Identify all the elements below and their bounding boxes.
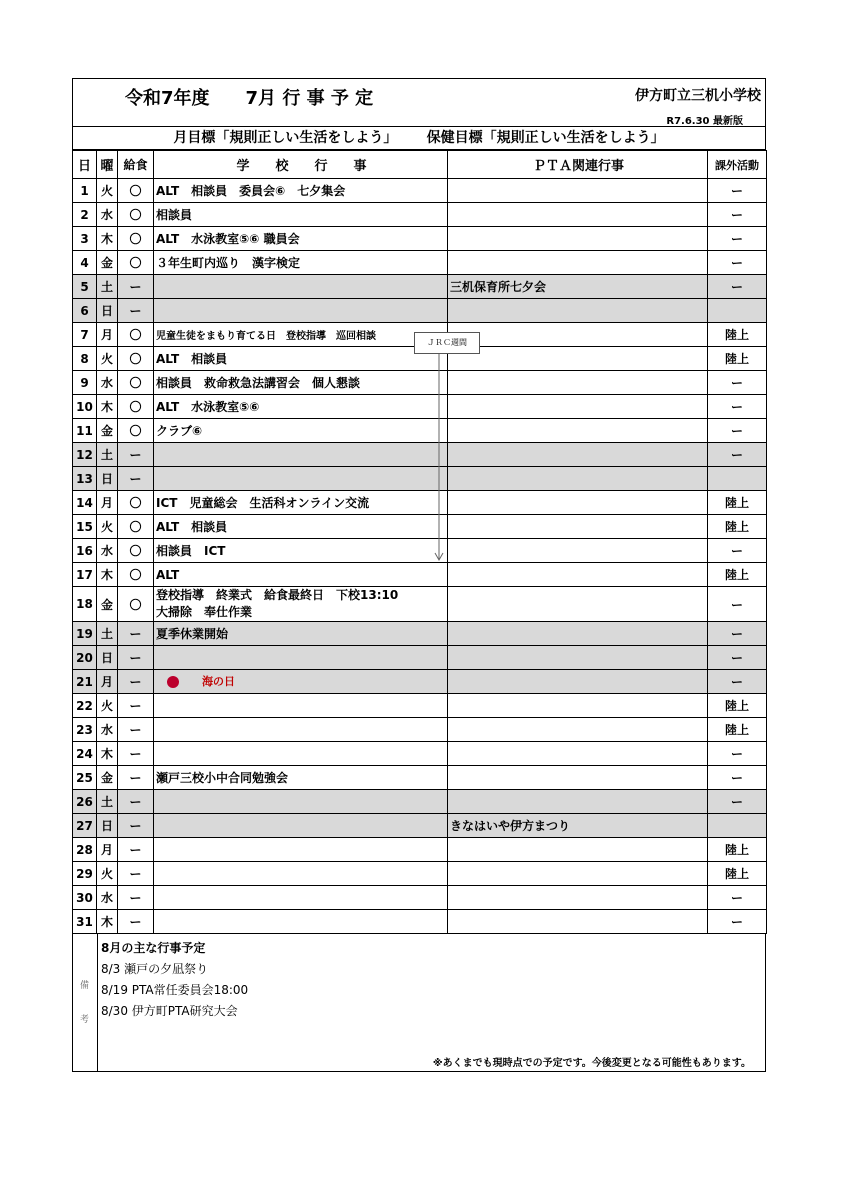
- table-row: [73, 563, 767, 587]
- club-cell: ー: [708, 790, 767, 814]
- table-row: [73, 742, 767, 766]
- lunch-cell: ー: [118, 886, 154, 910]
- japan-flag-icon: [160, 674, 186, 690]
- club-cell: ー: [708, 395, 767, 419]
- weekday-cell: 火: [97, 694, 118, 718]
- day-cell: 24: [73, 742, 97, 766]
- day-cell: 20: [73, 646, 97, 670]
- day-cell: 23: [73, 718, 97, 742]
- weekday-cell: 月: [97, 323, 118, 347]
- lunch-cell: ー: [118, 467, 154, 491]
- pta-cell: [448, 251, 708, 275]
- day-cell: 10: [73, 395, 97, 419]
- weekday-cell: 日: [97, 814, 118, 838]
- event-cell: 瀬戸三校小中合同勉強会: [154, 766, 448, 790]
- club-cell: 陸上: [708, 491, 767, 515]
- table-row: [73, 910, 767, 934]
- table-row: [73, 467, 767, 491]
- lunch-cell: 〇: [118, 347, 154, 371]
- table-row: [73, 203, 767, 227]
- event-cell: 相談員: [154, 203, 448, 227]
- day-cell: 12: [73, 443, 97, 467]
- event-cell: ３年生町内巡り 漢字検定: [154, 251, 448, 275]
- schedule-sheet: [72, 78, 766, 1072]
- notes-label: [73, 934, 98, 1071]
- pta-cell: 三机保育所七夕会: [448, 275, 708, 299]
- table-row: [73, 886, 767, 910]
- goals-row: [72, 126, 766, 150]
- event-cell: 相談員 ICT: [154, 539, 448, 563]
- day-cell: 9: [73, 371, 97, 395]
- lunch-cell: 〇: [118, 227, 154, 251]
- lunch-cell: 〇: [118, 419, 154, 443]
- table-row: [73, 718, 767, 742]
- club-cell: 陸上: [708, 838, 767, 862]
- day-cell: 5: [73, 275, 97, 299]
- pta-cell: [448, 539, 708, 563]
- day-cell: 18: [73, 587, 97, 622]
- event-cell: [154, 910, 448, 934]
- weekday-cell: 日: [97, 299, 118, 323]
- pta-cell: [448, 467, 708, 491]
- weekday-cell: 水: [97, 539, 118, 563]
- lunch-cell: 〇: [118, 587, 154, 622]
- pta-cell: [448, 742, 708, 766]
- header: [72, 78, 766, 126]
- pta-cell: [448, 179, 708, 203]
- weekday-cell: 火: [97, 347, 118, 371]
- weekday-cell: 土: [97, 622, 118, 646]
- event-cell: [154, 742, 448, 766]
- table-header-row: [73, 151, 767, 179]
- event-cell: ALT 水泳教室⑤⑥: [154, 395, 448, 419]
- day-cell: 7: [73, 323, 97, 347]
- lunch-cell: 〇: [118, 371, 154, 395]
- pta-cell: [448, 299, 708, 323]
- event-cell: [154, 275, 448, 299]
- day-cell: 31: [73, 910, 97, 934]
- notes-body: [101, 938, 248, 1022]
- lunch-cell: ー: [118, 622, 154, 646]
- table-row: [73, 670, 767, 694]
- event-cell: [154, 814, 448, 838]
- lunch-cell: 〇: [118, 515, 154, 539]
- notes-section: [72, 934, 766, 1072]
- club-cell: ー: [708, 670, 767, 694]
- pta-cell: [448, 563, 708, 587]
- club-cell: 陸上: [708, 515, 767, 539]
- club-cell: ー: [708, 203, 767, 227]
- day-cell: 6: [73, 299, 97, 323]
- pta-cell: [448, 443, 708, 467]
- event-cell: 相談員 救命救急法講習会 個人懇談: [154, 371, 448, 395]
- weekday-cell: 水: [97, 371, 118, 395]
- pta-cell: [448, 515, 708, 539]
- lunch-cell: ー: [118, 814, 154, 838]
- table-row: [73, 814, 767, 838]
- lunch-cell: ー: [118, 670, 154, 694]
- event-cell: ALT 水泳教室⑤⑥ 職員会: [154, 227, 448, 251]
- club-cell: ー: [708, 227, 767, 251]
- lunch-cell: 〇: [118, 323, 154, 347]
- club-cell: 陸上: [708, 347, 767, 371]
- pta-cell: [448, 419, 708, 443]
- pta-cell: [448, 862, 708, 886]
- club-cell: ー: [708, 587, 767, 622]
- lunch-cell: 〇: [118, 179, 154, 203]
- event-cell: ALT: [154, 563, 448, 587]
- weekday-cell: 月: [97, 491, 118, 515]
- event-cell: [154, 443, 448, 467]
- lunch-cell: 〇: [118, 203, 154, 227]
- lunch-cell: 〇: [118, 539, 154, 563]
- table-row: [73, 539, 767, 563]
- lunch-cell: 〇: [118, 563, 154, 587]
- col-lunch: 給食: [118, 151, 154, 179]
- club-cell: ー: [708, 251, 767, 275]
- lunch-cell: ー: [118, 766, 154, 790]
- event-cell: 児童生徒をまもり育てる日 登校指導 巡回相談: [154, 323, 448, 347]
- day-cell: 17: [73, 563, 97, 587]
- club-cell: ー: [708, 443, 767, 467]
- club-cell: ー: [708, 275, 767, 299]
- table-row: [73, 371, 767, 395]
- table-row: [73, 419, 767, 443]
- table-row: [73, 790, 767, 814]
- event-line: 登校指導 終業式 給食最終日 下校13:10: [156, 588, 399, 602]
- lunch-cell: ー: [118, 275, 154, 299]
- notes-item: 8/19 PTA常任委員会18:00: [101, 983, 249, 997]
- weekday-cell: 木: [97, 742, 118, 766]
- day-cell: 13: [73, 467, 97, 491]
- event-cell: [154, 587, 448, 622]
- lunch-cell: ー: [118, 742, 154, 766]
- day-cell: 22: [73, 694, 97, 718]
- day-cell: 29: [73, 862, 97, 886]
- lunch-cell: 〇: [118, 251, 154, 275]
- col-club: 課外活動: [708, 151, 767, 179]
- event-cell: [154, 862, 448, 886]
- club-cell: ー: [708, 419, 767, 443]
- club-cell: ー: [708, 766, 767, 790]
- day-cell: 26: [73, 790, 97, 814]
- health-goal: 保健目標「規則正しい生活をしよう」: [426, 130, 665, 146]
- event-cell: ICT 児童総会 生活科オンライン交流: [154, 491, 448, 515]
- day-cell: 4: [73, 251, 97, 275]
- table-row: [73, 395, 767, 419]
- pta-cell: [448, 646, 708, 670]
- weekday-cell: 土: [97, 790, 118, 814]
- pta-cell: [448, 886, 708, 910]
- school-name: 伊方町立三机小学校: [635, 88, 761, 104]
- event-cell: ALT 相談員: [154, 347, 448, 371]
- event-cell: [154, 790, 448, 814]
- table-row: [73, 299, 767, 323]
- event-cell: 夏季休業開始: [154, 622, 448, 646]
- pta-cell: [448, 694, 708, 718]
- col-day: 日: [73, 151, 97, 179]
- pta-cell: [448, 227, 708, 251]
- club-cell: ー: [708, 539, 767, 563]
- pta-cell: [448, 491, 708, 515]
- version-label: R7.6.30 最新版: [666, 116, 743, 127]
- pta-cell: [448, 587, 708, 622]
- weekday-cell: 金: [97, 766, 118, 790]
- weekday-cell: 木: [97, 910, 118, 934]
- weekday-cell: 木: [97, 563, 118, 587]
- jrc-week-box: ＪＲＣ週間: [414, 332, 480, 354]
- event-cell: ALT 相談員 委員会⑥ 七夕集会: [154, 179, 448, 203]
- lunch-cell: 〇: [118, 395, 154, 419]
- weekday-cell: 火: [97, 179, 118, 203]
- day-cell: 11: [73, 419, 97, 443]
- table-row: [73, 622, 767, 646]
- table-row: [73, 275, 767, 299]
- table-row: [73, 838, 767, 862]
- pta-cell: [448, 622, 708, 646]
- weekday-cell: 金: [97, 251, 118, 275]
- event-cell: [154, 886, 448, 910]
- col-pta: ＰＴＡ関連行事: [448, 151, 708, 179]
- notes-item: 8/30 伊方町PTA研究大会: [101, 1004, 238, 1018]
- notes-item: 8/3 瀬戸の夕凪祭り: [101, 962, 209, 976]
- club-cell: [708, 467, 767, 491]
- pta-cell: [448, 910, 708, 934]
- weekday-cell: 木: [97, 227, 118, 251]
- weekday-cell: 金: [97, 419, 118, 443]
- club-cell: ー: [708, 886, 767, 910]
- table-row: [73, 251, 767, 275]
- day-cell: 21: [73, 670, 97, 694]
- lunch-cell: ー: [118, 862, 154, 886]
- weekday-cell: 水: [97, 718, 118, 742]
- weekday-cell: 水: [97, 886, 118, 910]
- table-row: [73, 227, 767, 251]
- event-cell: [154, 694, 448, 718]
- event-cell: [154, 718, 448, 742]
- day-cell: 28: [73, 838, 97, 862]
- event-line: 大掃除 奉仕作業: [156, 605, 253, 619]
- weekday-cell: 土: [97, 275, 118, 299]
- table-row: [73, 179, 767, 203]
- club-cell: ー: [708, 179, 767, 203]
- disclaimer: ※あくまでも現時点での予定です。今後変更となる可能性もあります。: [432, 1058, 751, 1069]
- pta-cell: [448, 766, 708, 790]
- day-cell: 16: [73, 539, 97, 563]
- day-cell: 19: [73, 622, 97, 646]
- club-cell: ー: [708, 742, 767, 766]
- club-cell: 陸上: [708, 718, 767, 742]
- day-cell: 2: [73, 203, 97, 227]
- day-cell: 8: [73, 347, 97, 371]
- event-cell: [154, 299, 448, 323]
- event-cell: [154, 670, 448, 694]
- lunch-cell: ー: [118, 910, 154, 934]
- table-row: [73, 694, 767, 718]
- table-row: [73, 766, 767, 790]
- monthly-goal: 月目標「規則正しい生活をしよう」: [173, 130, 398, 146]
- pta-cell: [448, 838, 708, 862]
- club-cell: ー: [708, 910, 767, 934]
- day-cell: 3: [73, 227, 97, 251]
- day-cell: 1: [73, 179, 97, 203]
- event-cell: ALT 相談員: [154, 515, 448, 539]
- lunch-cell: ー: [118, 718, 154, 742]
- day-cell: 25: [73, 766, 97, 790]
- weekday-cell: 月: [97, 838, 118, 862]
- club-cell: [708, 814, 767, 838]
- lunch-cell: 〇: [118, 491, 154, 515]
- table-row: [73, 491, 767, 515]
- club-cell: [708, 299, 767, 323]
- club-cell: 陸上: [708, 694, 767, 718]
- event-cell: クラブ⑥: [154, 419, 448, 443]
- table-row: [73, 443, 767, 467]
- lunch-cell: ー: [118, 790, 154, 814]
- col-weekday: 曜: [97, 151, 118, 179]
- lunch-cell: ー: [118, 443, 154, 467]
- pta-cell: [448, 395, 708, 419]
- weekday-cell: 日: [97, 646, 118, 670]
- pta-cell: [448, 347, 708, 371]
- club-cell: 陸上: [708, 323, 767, 347]
- event-cell: [154, 838, 448, 862]
- notes-heading: 8月の主な行事予定: [101, 941, 206, 955]
- table-row: [73, 862, 767, 886]
- club-cell: 陸上: [708, 862, 767, 886]
- weekday-cell: 月: [97, 670, 118, 694]
- club-cell: 陸上: [708, 563, 767, 587]
- lunch-cell: ー: [118, 646, 154, 670]
- pta-cell: きなはいや伊方まつり: [448, 814, 708, 838]
- weekday-cell: 水: [97, 203, 118, 227]
- weekday-cell: 木: [97, 395, 118, 419]
- table-row: [73, 515, 767, 539]
- event-cell: [154, 646, 448, 670]
- weekday-cell: 火: [97, 862, 118, 886]
- day-cell: 30: [73, 886, 97, 910]
- event-cell: [154, 467, 448, 491]
- table-row: [73, 587, 767, 622]
- notes-label-1: 備: [80, 981, 90, 991]
- pta-cell: [448, 323, 708, 347]
- weekday-cell: 日: [97, 467, 118, 491]
- pta-cell: [448, 718, 708, 742]
- club-cell: ー: [708, 622, 767, 646]
- page-title: 令和7年度 7月 行 事 予 定: [125, 88, 374, 109]
- calendar-table: [72, 150, 767, 934]
- day-cell: 27: [73, 814, 97, 838]
- holiday-label: 海の日: [202, 675, 235, 689]
- day-cell: 15: [73, 515, 97, 539]
- pta-cell: [448, 670, 708, 694]
- weekday-cell: 土: [97, 443, 118, 467]
- pta-cell: [448, 371, 708, 395]
- table-row: [73, 646, 767, 670]
- lunch-cell: ー: [118, 299, 154, 323]
- lunch-cell: ー: [118, 838, 154, 862]
- lunch-cell: ー: [118, 694, 154, 718]
- weekday-cell: 金: [97, 587, 118, 622]
- col-school-events: 学 校 行 事: [154, 151, 448, 179]
- pta-cell: [448, 203, 708, 227]
- club-cell: ー: [708, 646, 767, 670]
- club-cell: ー: [708, 371, 767, 395]
- weekday-cell: 火: [97, 515, 118, 539]
- day-cell: 14: [73, 491, 97, 515]
- jrc-arrow: [438, 354, 440, 564]
- pta-cell: [448, 790, 708, 814]
- notes-label-2: 考: [80, 1015, 90, 1025]
